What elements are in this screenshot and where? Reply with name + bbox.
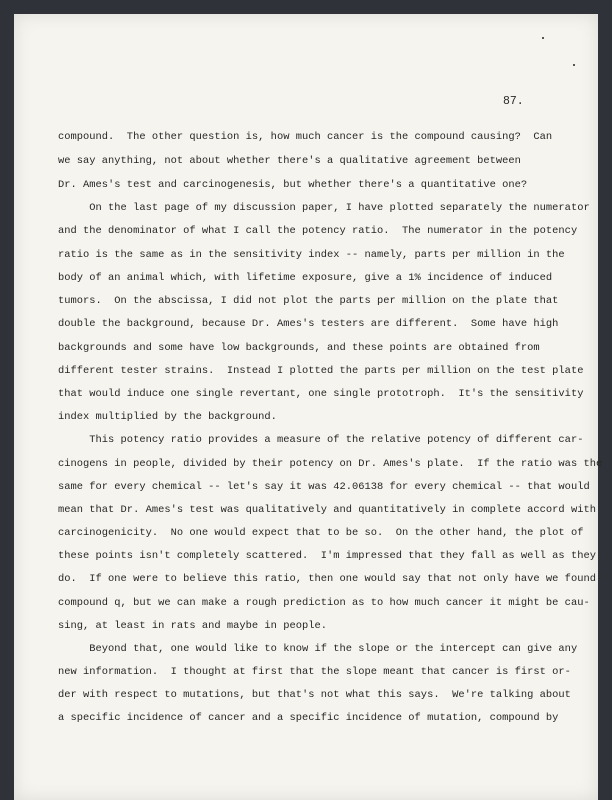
text-line: index multiplied by the background. — [58, 411, 277, 423]
text-line: On the last page of my discussion paper, I have plotted separately the numerator — [58, 202, 590, 214]
text-line: body of an animal which, with lifetime exposure, give a 1% incidence of induced — [58, 272, 553, 284]
paper-speck — [573, 64, 575, 66]
text-line: that would induce one single revertant, one single prototroph. It's the sensitivity — [58, 388, 584, 400]
text-line: and the denominator of what I call the potency ratio. The numerator in the potency — [58, 225, 578, 237]
text-line: der with respect to mutations, but that's not what this says. We're talking about — [58, 689, 571, 701]
text-line: backgrounds and some have low backgrounds, and these points are obtained from — [58, 342, 540, 354]
text-line: new information. I thought at first that the slope meant that cancer is first or- — [58, 666, 571, 678]
text-line: same for every chemical -- let's say it was 42.06138 for every chemical -- that would — [58, 481, 590, 493]
text-line: double the background, because Dr. Ames's testers are different. Some have high — [58, 318, 559, 330]
text-line: carcinogenicity. No one would expect that to be so. On the other hand, the plot of — [58, 527, 584, 539]
text-line: mean that Dr. Ames's test was qualitatively and quantitatively in complete accord with — [58, 504, 596, 516]
text-line: different tester strains. Instead I plotted the parts per million on the test plate — [58, 365, 584, 377]
text-line: This potency ratio provides a measure of the relative potency of different car- — [58, 434, 584, 446]
text-line: these points isn't completely scattered. I'm impressed that they fall as well as they — [58, 550, 596, 562]
text-line: Beyond that, one would like to know if the slope or the intercept can give any — [58, 643, 578, 655]
text-line: Dr. Ames's test and carcinogenesis, but whether there's a quantitative one? — [58, 179, 528, 191]
text-line: compound q, but we can make a rough prediction as to how much cancer it might be cau- — [58, 597, 590, 609]
text-line: do. If one were to believe this ratio, then one would say that not only have we found — [58, 573, 596, 585]
text-line: tumors. On the abscissa, I did not plot the parts per million on the plate that — [58, 295, 559, 307]
text-line: sing, at least in rats and maybe in people. — [58, 620, 327, 632]
text-line: cinogens in people, divided by their potency on Dr. Ames's plate. If the ratio was the — [58, 458, 603, 470]
paper-speck — [542, 37, 544, 39]
text-line: we say anything, not about whether there's a qualitative agreement between — [58, 155, 521, 167]
text-line: a specific incidence of cancer and a specific incidence of mutation, compound by — [58, 712, 559, 724]
page-number: 87. — [503, 95, 524, 108]
text-line: compound. The other question is, how much cancer is the compound causing? Can — [58, 131, 553, 143]
text-line: ratio is the same as in the sensitivity index -- namely, parts per million in the — [58, 249, 565, 261]
